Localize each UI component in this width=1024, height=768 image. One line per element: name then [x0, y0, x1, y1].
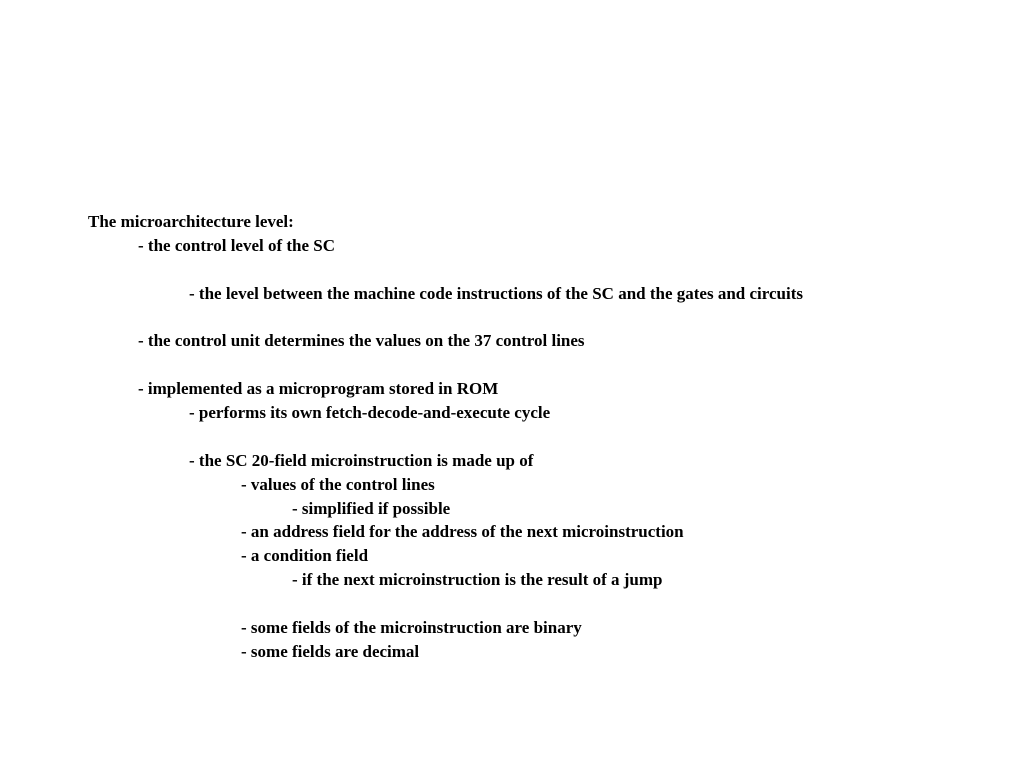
bullet-decimal-fields: - some fields are decimal	[241, 642, 420, 661]
bullet-control-level: - the control level of the SC	[138, 236, 336, 255]
bullet-binary-fields: - some fields of the microinstruction are binary	[241, 618, 582, 637]
bullet-fetch-decode-execute: - performs its own fetch-decode-and-execute cycle	[189, 403, 551, 422]
bullet-simplified: - simplified if possible	[292, 499, 451, 518]
bullet-microinstruction-fields: - the SC 20-field microinstruction is made up of	[189, 451, 534, 470]
bullet-condition-field: - a condition field	[241, 546, 369, 565]
bullet-address-field: - an address field for the address of the next microinstruction	[241, 522, 684, 541]
bullet-control-line-values: - values of the control lines	[241, 475, 435, 494]
slide-title: The microarchitecture level:	[88, 212, 294, 231]
bullet-level-between: - the level between the machine code instructions of the SC and the gates and circuits	[189, 284, 804, 303]
bullet-microprogram-rom: - implemented as a microprogram stored in ROM	[138, 379, 499, 398]
bullet-control-unit: - the control unit determines the values on the 37 control lines	[138, 331, 585, 350]
bullet-jump-result: - if the next microinstruction is the result of a jump	[292, 570, 663, 589]
